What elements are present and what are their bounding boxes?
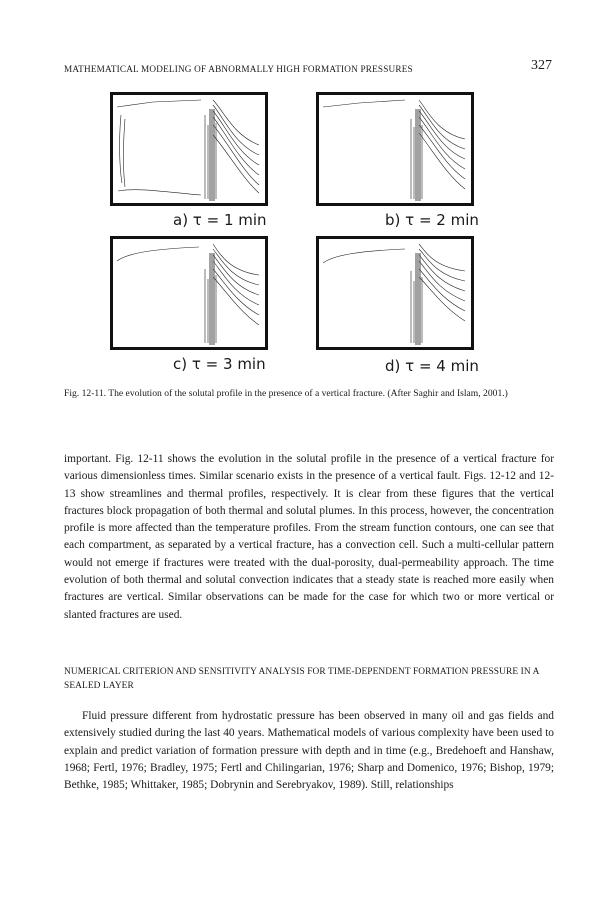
panel-label-b: b) τ = 2 min: [385, 211, 479, 229]
body-paragraph-1: important. Fig. 12-11 shows the evolution in the solutal profile in the presence of a vertical fracture for various dimensionless times. Similar scenario exists in the presence of a vertical fault. Figs. 12-12 and 12-13 show streamlines and thermal profiles, respectively. It is clear from these figures that the vertical fractures block propagation of both thermal and solutal plumes. In this process, however, the concentration profile is more affected than the temperature profiles. From the stream function contours, one can see that each compartment, as separated by a vertical fracture, has a convection cell. Such a multi-cellular pattern would not emerge if fractures were treated with the dual-porosity, dual-permeability approach. The time evolution of both thermal and solutal convection indicates that a steady state is reached more easily when fractures are vertical. Similar observations can be made for the case for which two or more vertical or slanted fractures are used.: [64, 453, 554, 621]
figure-panel-a: [110, 92, 268, 206]
figure-panel-d: [316, 236, 474, 350]
figure-caption: Fig. 12-11. The evolution of the solutal profile in the presence of a vertical fracture. (After Saghir and Islam, 2001.): [64, 388, 508, 399]
figure-panel-b: [316, 92, 474, 206]
figure-panel-c: [110, 236, 268, 350]
page-number: 327: [531, 58, 552, 73]
running-head: MATHEMATICAL MODELING OF ABNORMALLY HIGH FORMATION PRESSURES: [64, 64, 413, 74]
panel-label-c: c) τ = 3 min: [173, 355, 266, 373]
section-heading: NUMERICAL CRITERION AND SENSITIVITY ANALYSIS FOR TIME-DEPENDENT FORMATION PRESSURE IN A SEALED LAYER: [64, 667, 539, 691]
panel-label-a: a) τ = 1 min: [173, 211, 267, 229]
panel-label-d: d) τ = 4 min: [385, 357, 479, 375]
body-paragraph-2: Fluid pressure different from hydrostatic pressure has been observed in many oil and gas fields and extensively studied during the last 40 years. Mathematical models of various complexity have been used to explain and predict variation of formation pressure with depth and in time (e.g., Bredehoeft and Hanshaw, 1968; Fertl, 1976; Bradley, 1975; Fertl and Chilingarian, 1976; Sharp and Domenico, 1976; Bishop, 1979; Bethke, 1985; Whittaker, 1985; Dobrynin and Serebryakov, 1989). Still, relationships: [64, 710, 554, 792]
